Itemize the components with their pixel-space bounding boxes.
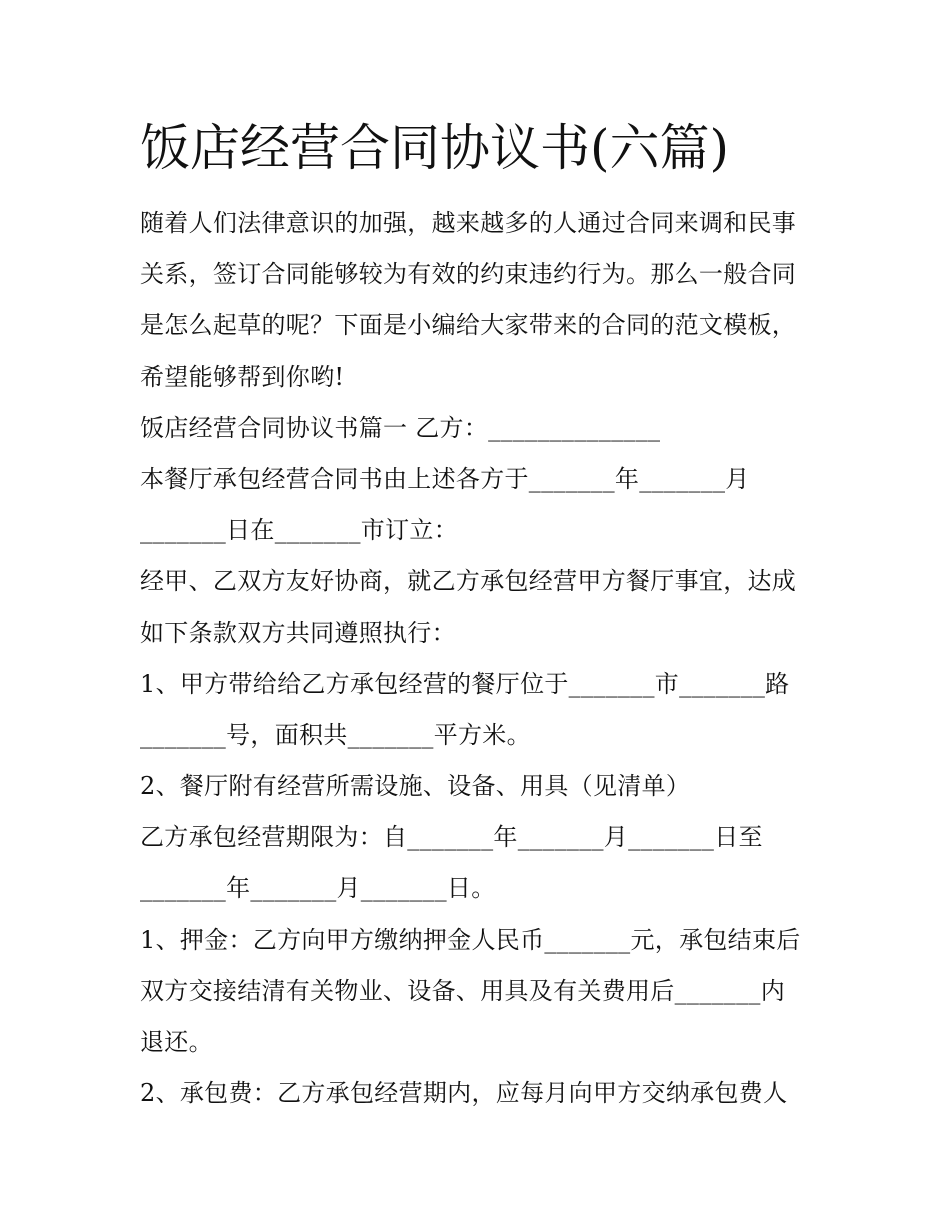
body-line: 如下条款双方共同遵照执行： xyxy=(140,618,456,647)
body-line: 2、承包费：乙方承包经营期内，应每月向甲方交纳承包费人 xyxy=(140,1079,788,1108)
body-line: 乙方承包经营期限为：自_______年_______月_______日至 xyxy=(140,823,763,852)
body-line: 希望能够帮到你哟! xyxy=(140,362,345,391)
body-line: 退还。 xyxy=(140,1028,213,1056)
body-line: _______年_______月_______日。 xyxy=(140,874,496,903)
body-line: 经甲、乙双方友好协商，就乙方承包经营甲方餐厅事宜，达成 xyxy=(140,567,797,596)
body-line: 1、甲方带给给乙方承包经营的餐厅位于_______市_______路 xyxy=(140,669,790,698)
body-line: 双方交接结清有关物业、设备、用具及有关费用后_______内 xyxy=(140,976,785,1005)
document-body xyxy=(140,198,820,1119)
body-line: _______日在_______市订立： xyxy=(140,516,458,545)
body-line: 2、餐厅附有经营所需设施、设备、用具（见清单） xyxy=(140,772,691,801)
body-line: 是怎么起草的呢？下面是小编给大家带来的合同的范文模板， xyxy=(140,311,797,340)
body-line: 本餐厅承包经营合同书由上述各方于_______年_______月 xyxy=(140,464,750,493)
document-title: 饭店经营合同协议书(六篇) xyxy=(140,119,730,177)
body-line: 关系，签订合同能够较为有效的约束违约行为。那么一般合同 xyxy=(140,260,797,289)
body-line: _______号，面积共_______平方米。 xyxy=(140,720,531,749)
body-line: 随着人们法律意识的加强，越来越多的人通过合同来调和民事 xyxy=(140,209,797,237)
body-line: 饭店经营合同协议书篇一 乙方：______________ xyxy=(140,413,661,442)
body-line: 1、押金：乙方向甲方缴纳押金人民币_______元，承包结束后 xyxy=(140,925,801,954)
